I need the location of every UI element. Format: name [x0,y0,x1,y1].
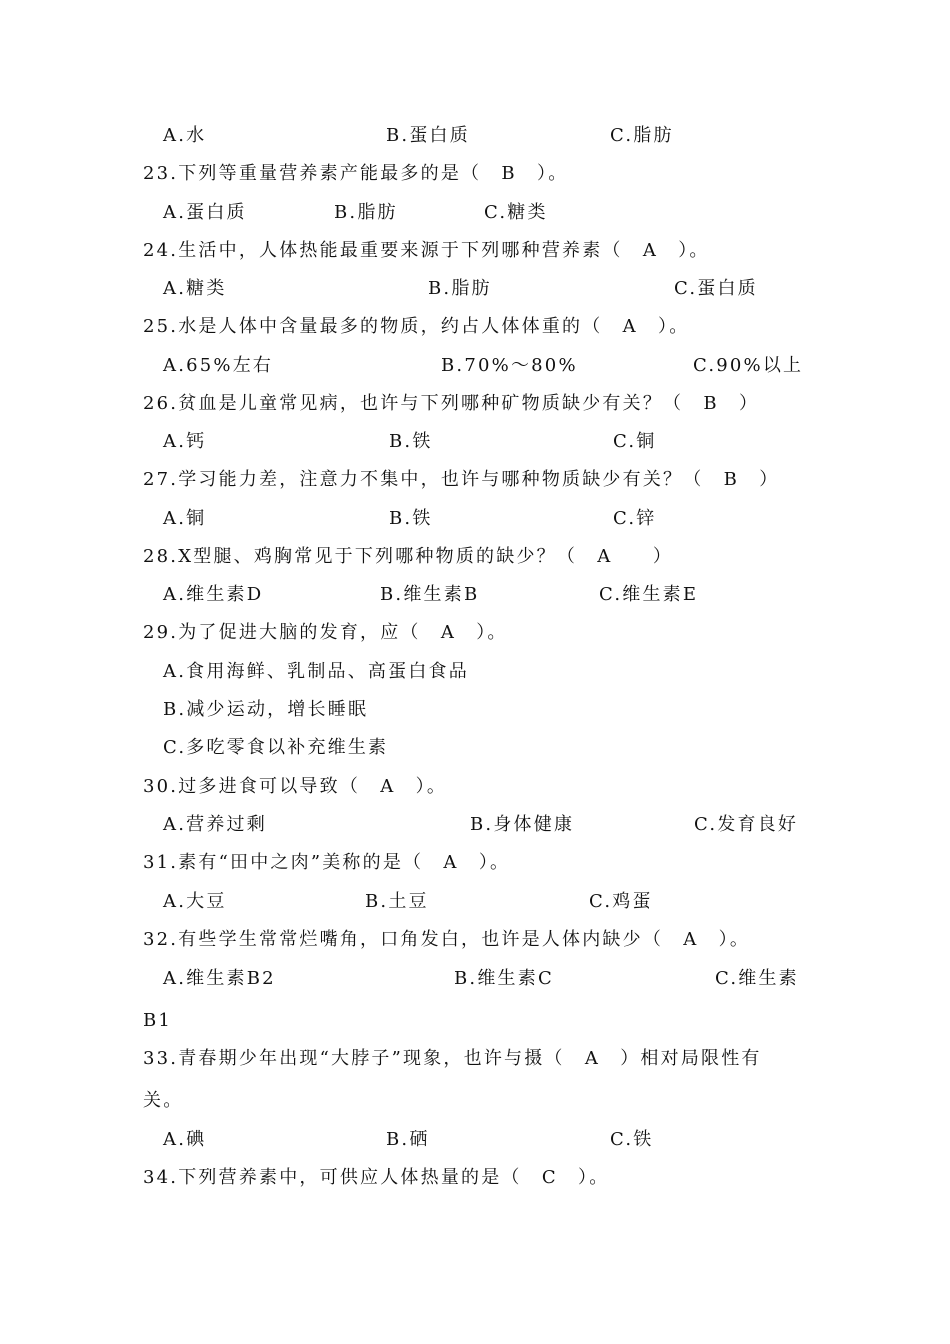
q30-option-a: A.营养过剩 [163,814,267,835]
q31-option-c: C.鸡蛋 [589,891,653,912]
q31-option-a: A.大豆 [163,891,227,912]
q22-option-a: A.水 [163,125,207,146]
q33-question: 33.青春期少年出现“大脖子”现象，也许与摄（ A ）相对局限性有 [143,1048,762,1069]
q31-option-b: B.土豆 [365,891,429,912]
q27-option-c: C.锌 [613,508,657,529]
q24-question: 24.生活中，人体热能最重要来源于下列哪种营养素（ A ）。 [143,240,710,261]
q25-option-a: A.65%左右 [163,355,274,376]
q22-option-b: B.蛋白质 [386,125,470,146]
q30-option-b: B.身体健康 [470,814,575,835]
q26-option-b: B.铁 [389,431,433,452]
q33-option-a: A.碘 [163,1129,207,1150]
q26-question: 26.贫血是儿童常见病，也许与下列哪种矿物质缺少有关？（ B ） [143,393,760,414]
q28-option-c: C.维生素E [599,584,699,605]
q27-question: 27.学习能力差，注意力不集中，也许与哪种物质缺少有关？（ B ） [143,469,780,490]
q26-option-a: A.钙 [163,431,207,452]
q34-question: 34.下列营养素中，可供应人体热量的是（ C ）。 [143,1167,610,1188]
q28-question: 28.X型腿、鸡胸常见于下列哪种物质的缺少？（ A ） [143,546,674,567]
q33-question-continuation: 关。 [143,1090,184,1111]
q23-option-b: B.脂肪 [334,202,398,223]
q23-option-a: A.蛋白质 [163,202,247,223]
q22-option-c: C.脂肪 [610,125,674,146]
q23-question: 23.下列等重量营养素产能最多的是（ B ）。 [143,163,569,184]
q25-option-c: C.90%以上 [693,355,804,376]
q29-option-b: B.减少运动，增长睡眠 [163,699,369,720]
q32-option-a: A.维生素B2 [163,968,276,989]
q26-option-c: C.铜 [613,431,657,452]
q32-question: 32.有些学生常常烂嘴角，口角发白，也许是人体内缺少（ A ）。 [143,929,751,950]
q28-option-b: B.维生素B [380,584,480,605]
q24-option-a: A.糖类 [163,278,227,299]
q24-option-b: B.脂肪 [428,278,492,299]
q29-option-c: C.多吃零食以补充维生素 [163,737,389,758]
q32-option-b: B.维生素C [454,968,554,989]
q25-option-b: B.70%～80% [441,355,578,376]
q24-option-c: C.蛋白质 [674,278,758,299]
q27-option-a: A.铜 [163,508,207,529]
q33-option-c: C.铁 [610,1129,654,1150]
q31-question: 31.素有“田中之肉”美称的是（ A ）。 [143,852,511,873]
q30-question: 30.过多进食可以导致（ A ）。 [143,776,448,797]
q27-option-b: B.铁 [389,508,433,529]
q32-option-c: C.维生素 [715,968,799,989]
q33-option-b: B.硒 [386,1129,430,1150]
q30-option-c: C.发育良好 [694,814,799,835]
q32-option-c-continuation: B1 [143,1010,173,1031]
q23-option-c: C.糖类 [484,202,548,223]
q29-option-a: A.食用海鲜、乳制品、高蛋白食品 [163,661,469,682]
q25-question: 25.水是人体中含量最多的物质，约占人体体重的（ A ）。 [143,316,690,337]
q29-question: 29.为了促进大脑的发育，应（ A ）。 [143,622,508,643]
q28-option-a: A.维生素D [163,584,264,605]
